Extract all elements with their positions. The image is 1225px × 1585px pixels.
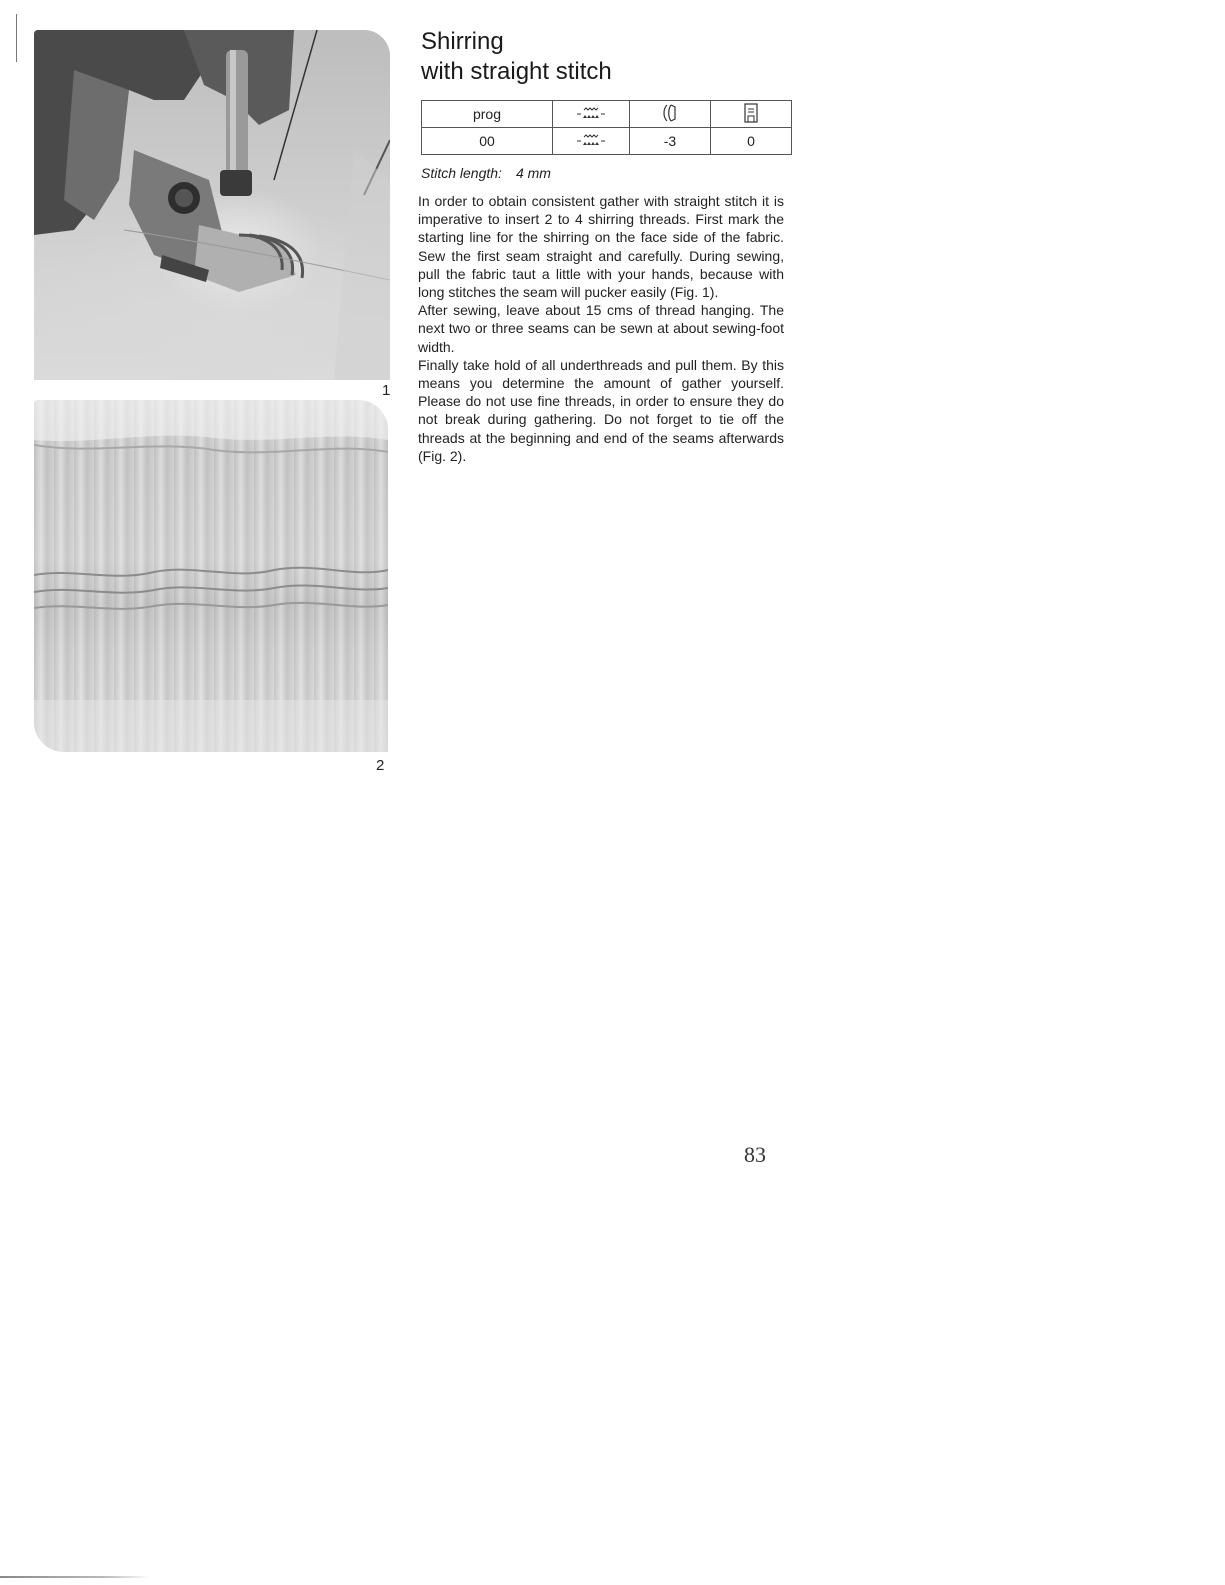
settings-header-row <box>422 101 792 128</box>
sewing-machine-presser-foot-image <box>34 30 390 380</box>
paragraph-2: After sewing, leave about 15 cms of thread hanging. The next two or three seams can be sewn at about sewing-foot width. <box>418 302 784 355</box>
paragraph-1: In order to obtain consistent gather with straight stitch it is imperative to insert 2 to 4 shirring threads. First mark the starting line for the shirring on the face side of the fabric. Sew the first seam straight and carefully. During sewing, pull the fabric taut a little with your hands, because with long stitches the seam will pucker easily (Fig. 1). <box>418 193 784 301</box>
section-title <box>421 27 612 87</box>
page-number: 83 <box>744 1142 766 1167</box>
title-line-1: Shirring <box>421 28 504 55</box>
title-line-2: with straight stitch <box>421 58 612 85</box>
tension-header-cell <box>630 101 711 128</box>
thread-tension-icon <box>660 103 680 123</box>
prog-value-cell: 00 <box>422 128 553 155</box>
shirred-fabric-image <box>34 400 388 752</box>
tension-value-cell: -3 <box>630 128 711 155</box>
presser-foot-icon <box>743 102 759 124</box>
foot-value-cell: 0 <box>711 128 792 155</box>
instructions-text <box>418 192 784 465</box>
stitch-length-line <box>421 165 551 181</box>
stitch-value-cell <box>553 128 630 155</box>
figure-2-number: 2 <box>376 757 385 774</box>
machine-settings-table <box>421 100 792 155</box>
stitch-pattern-icon <box>576 105 606 121</box>
paragraph-3: Finally take hold of all underthreads and pull them. By this means you determine the amount of gather yourself. Please do not use fine threads, in order to ensure they do not break during gathering. Do not forget to tie off the threads at the beginning and end of the seams afterwards (Fig. 2). <box>418 356 784 464</box>
settings-value-row <box>422 128 792 155</box>
scan-bottom-edge <box>0 1576 150 1578</box>
stitch-header-cell <box>553 101 630 128</box>
prog-header-cell: prog <box>422 101 553 128</box>
stitch-pattern-icon <box>576 132 606 148</box>
stitch-length-value: 4 mm <box>515 165 551 181</box>
figure-1-photo <box>34 30 390 380</box>
stitch-length-label: Stitch length: <box>421 165 502 181</box>
figure-2-photo <box>34 400 388 752</box>
figure-1-number: 1 <box>382 382 391 399</box>
scan-edge-mark <box>16 14 17 62</box>
foot-header-cell <box>711 101 792 128</box>
